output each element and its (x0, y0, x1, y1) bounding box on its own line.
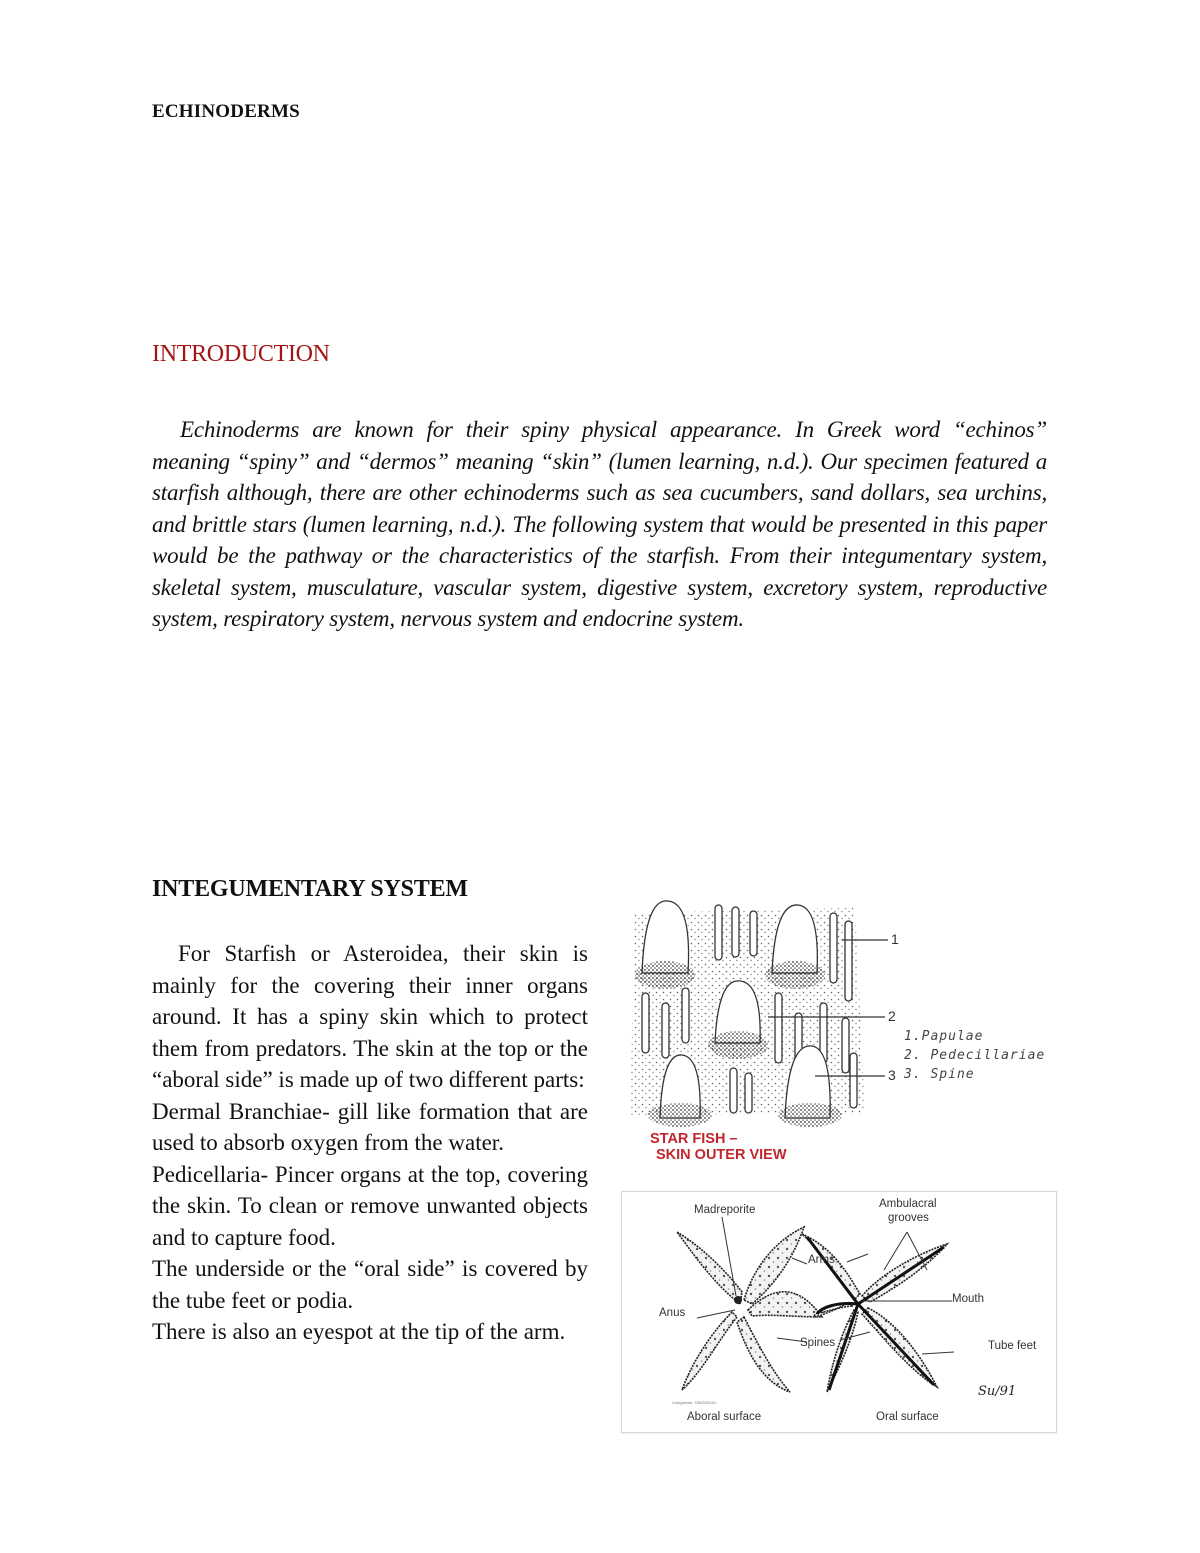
skin-legend (904, 1027, 1045, 1084)
label-aboral-surface: Aboral surface (687, 1411, 762, 1423)
figure-starfish-surfaces (621, 1191, 1057, 1433)
label-anus: Anus (659, 1307, 686, 1319)
integumentary-paragraph-dermal-branchiae: Dermal Branchiae- gill like formation that are used to absorb oxygen from the water. (152, 1098, 588, 1155)
document-title: ECHINODERMS (152, 101, 300, 122)
caption-line-2: SKIN OUTER VIEW (656, 1147, 787, 1163)
label-number-3: 3 (888, 1067, 896, 1083)
label-number-1: 1 (891, 931, 899, 947)
integumentary-paragraph-pedicellaria: Pedicellaria- Pincer organs at the top, covering the skin. To clean or remove unwanted objects and to capture food. (152, 1161, 588, 1250)
legend-item-papulae: 1.Papulae (904, 1029, 984, 1044)
integumentary-body (152, 938, 588, 1348)
caption-line-1: STAR FISH – (650, 1131, 738, 1147)
integumentary-paragraph-oral-side: The underside or the “oral side” is covered by the tube feet or podia. (152, 1256, 588, 1313)
label-oral-surface: Oral surface (876, 1411, 939, 1423)
label-spines: Spines (800, 1337, 836, 1349)
label-mouth: Mouth (952, 1293, 984, 1305)
skin-illustration (620, 893, 1060, 1133)
label-number-2: 2 (888, 1008, 896, 1024)
image-credit: Livingstone, ©BIODIDAC (672, 1400, 717, 1405)
introduction-heading: INTRODUCTION (152, 341, 330, 367)
integumentary-heading: INTEGUMENTARY SYSTEM (152, 876, 468, 902)
figure-starfish-skin (620, 893, 1060, 1168)
legend-item-spine: 3. Spine (904, 1067, 975, 1082)
integumentary-paragraph-intro: For Starfish or Asteroidea, their skin is mainly for the covering their inner organs around. It has a spiny skin which to protect them from predators. The skin at the top or the “aboral side” is made up of two different parts: (152, 941, 588, 1092)
legend-item-pedicellariae: 2. Pedecillariae (904, 1048, 1046, 1063)
label-madreporite: Madreporite (694, 1204, 756, 1216)
skin-figure-caption (650, 1131, 787, 1163)
introduction-paragraph (152, 414, 1047, 635)
artist-signature: Su/91 (978, 1384, 1017, 1399)
integumentary-paragraph-eyespot: There is also an eyespot at the tip of the arm. (152, 1319, 566, 1344)
label-tube-feet: Tube feet (988, 1340, 1037, 1352)
label-ambulacral: Ambulacral (879, 1198, 937, 1210)
label-grooves: grooves (888, 1212, 929, 1224)
introduction-text: Echinoderms are known for their spiny physical appearance. In Greek word “echinos” meaning “spiny” and “dermos” meaning “skin” (lumen learning, n.d.). Our specimen featured a starfish although, there are other echinoderms such as sea cucumbers, sand dollars, sea urchins, and brittle stars (lumen learning, n.d.). The following system that would be presented in this paper would be the pathway or the characteristics of the starfish. From their integumentary system, skeletal system, musculature, vascular system, digestive system, excretory system, reproductive system, respiratory system, nervous system and endocrine system. (152, 417, 1047, 631)
label-arms: Arms (808, 1254, 835, 1266)
